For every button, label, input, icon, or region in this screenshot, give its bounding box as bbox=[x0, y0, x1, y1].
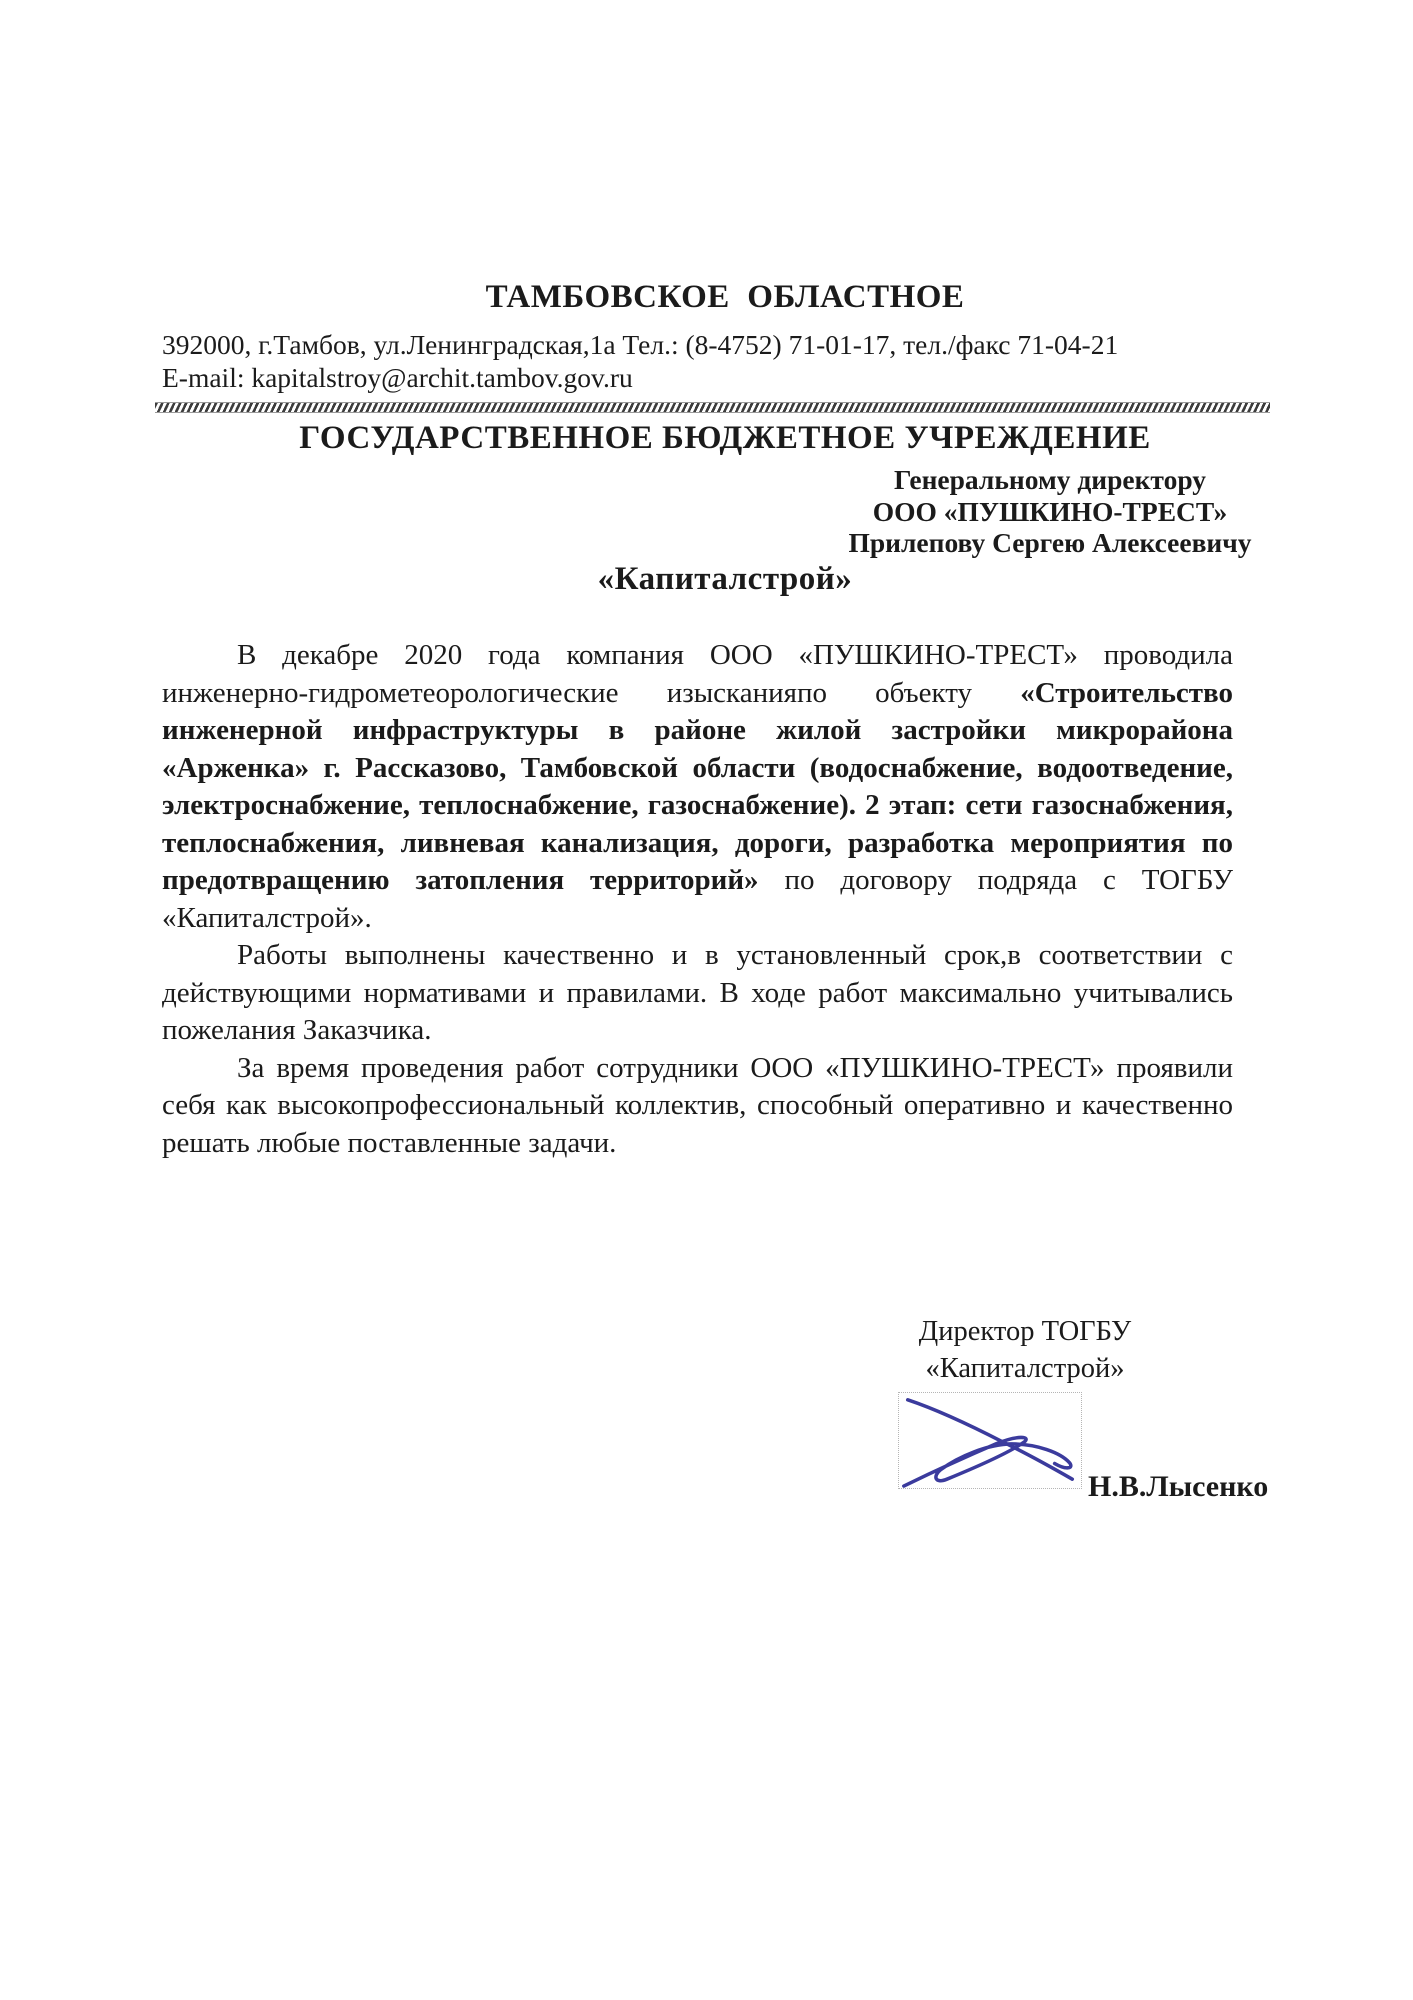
recipient-position: Генеральному директору bbox=[893, 464, 1207, 495]
signature-image-box bbox=[898, 1392, 1082, 1489]
signatory-title-line-1: Директор ТОГБУ bbox=[918, 1316, 1132, 1347]
signature-strokes bbox=[904, 1400, 1072, 1486]
paragraph-1 bbox=[162, 637, 1233, 937]
paragraph-1-end: по договору подряда с ТОГБУ «Капиталстрой». bbox=[162, 864, 1233, 934]
signatory-name: Н.В.Лысенко bbox=[1088, 1470, 1269, 1503]
paragraph-2: Работы выполнены качественно и в установленный срок,в соответствии с действующими нормативами и правилами. В ходе работ максимально учитывались пожелания Заказчика. bbox=[162, 939, 1233, 1046]
recipient-company: ООО «ПУШКИНО-ТРЕСТ» bbox=[872, 495, 1228, 527]
org-name-line-3: «Капиталстрой» bbox=[597, 561, 853, 597]
paragraph-1-project-title: «Строительство инженерной инфраструктуры в районе жилой застройки микрорайона «Арженка» г. Рассказово, Тамбовской области (водоснабжение, водоотведение, электроснабжение, теплоснабжение, газоснабжение). 2 этап: сети газоснабжения, теплоснабжения, ливневая канализация, дороги, разработка мероприятия по предотвращению затопления территорий» bbox=[162, 676, 1233, 896]
signatory-title-block bbox=[850, 1313, 1200, 1387]
recipient-block bbox=[820, 464, 1280, 559]
signatory-title-line-2: «Капиталстрой» bbox=[925, 1353, 1125, 1384]
hatched-divider-rule bbox=[155, 402, 1270, 413]
letter-body bbox=[162, 637, 1233, 1162]
org-name-line-2: ГОСУДАРСТВЕННОЕ БЮДЖЕТНОЕ УЧРЕЖДЕНИЕ bbox=[299, 420, 1151, 456]
email-line: E-mail: kapitalstroy@archit.tambov.gov.ru bbox=[162, 362, 633, 393]
recipient-person: Прилепову Сергею Алексеевичу bbox=[848, 527, 1252, 558]
paragraph-3: За время проведения работ сотрудники ООО «ПУШКИНО-ТРЕСТ» проявили себя как высокопрофессиональный коллектив, способный оперативно и качественно решать любые поставленные задачи. bbox=[162, 1051, 1233, 1159]
handwritten-signature-icon bbox=[899, 1393, 1081, 1488]
letterhead-contacts bbox=[162, 328, 1252, 394]
letterhead-org-name bbox=[170, 180, 1280, 697]
address-phone-line: 392000, г.Тамбов, ул.Ленинградская,1а Тел.: (8-4752) 71-01-17, тел./факс 71-04-21 bbox=[162, 329, 1119, 360]
org-name-line-1: ТАМБОВСКОЕ ОБЛАСТНОЕ bbox=[485, 279, 965, 315]
paragraph-1-start: В декабре 2020 года компания ООО «ПУШКИНО-ТРЕСТ» проводила инженерно-гидрометеорологические изысканияпо объекту bbox=[162, 639, 1233, 709]
